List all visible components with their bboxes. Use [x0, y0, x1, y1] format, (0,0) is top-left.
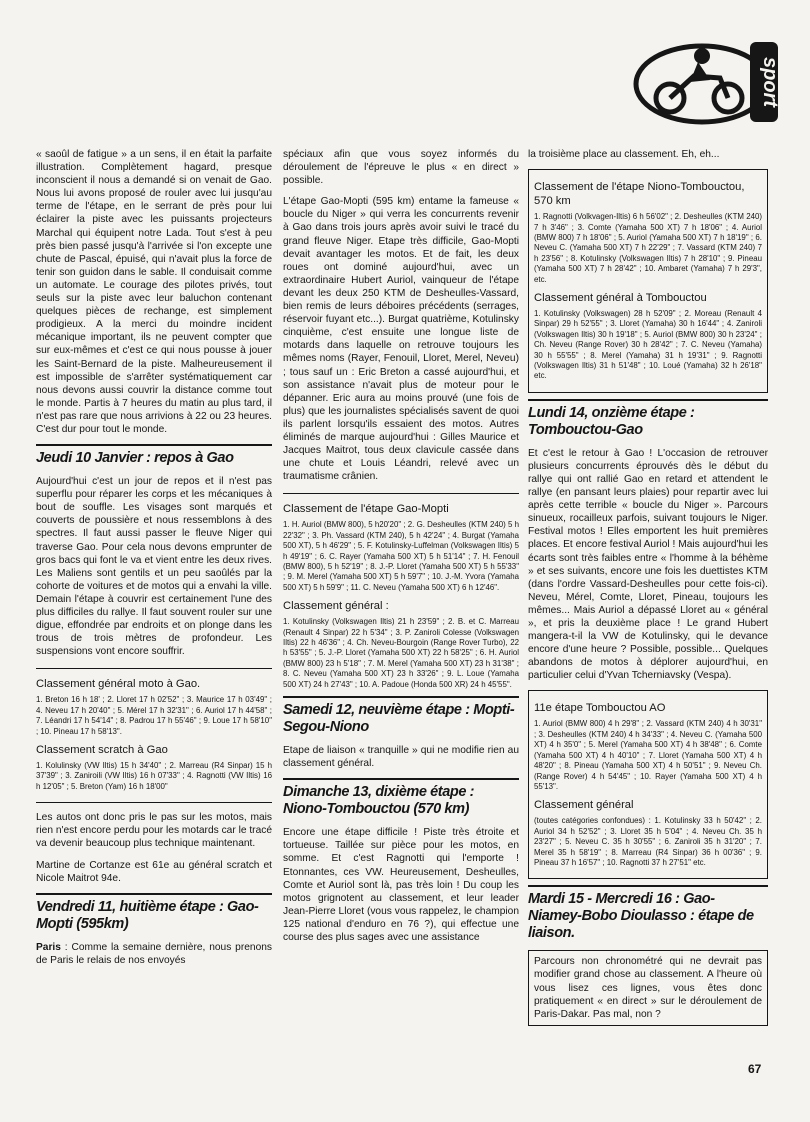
results-moto-title: Classement général moto à Gao. — [36, 678, 201, 691]
results-cg: (toutes catégories confondues) : 1. Kotulinsky 33 h 50'42" ; 2. Auriol 34 h 52'52" ; 3. Lloret 35 h 5'04" ; 4. Neveu Ch. 35 h 23'27" ; 5. Neveu C. 35 h 30'55" ; 6. Zaniroli 35 h 31'20" ; 7. Merel 35 h 58'19" ; 8. Marreau (R4 Sinpar) 36 h 00'36" ; 9. Pineau 37 h 16'57" ; 10. Ragnotti 37 h 27'51" etc. — [534, 816, 762, 867]
continuation-paragraph: spéciaux afin que vous soyez informés du déroulement de l'épreuve le plus « en direct » possible. — [283, 149, 519, 187]
heading-vendredi: Vendredi 11, huitième étape : Gao-Mopti (595km) — [36, 893, 272, 933]
results-scratch: 1. Kolulinsky (VW Iltis) 15 h 34'40" ; 2. Marreau (R4 Sinpar) 15 h 37'39" ; 3. Zaniroili (VW Iltis) 16 h 07'33" ; 4. Ragnotti (VW Iltis) 16 h 12'05" ; 5. Breton (Yam) 16 h 18'00" — [36, 761, 272, 791]
intro-paragraph: « saoûl de fatigue » a un sens, il en était la parfaite illustration. Complètement hagard, presque inconscient il nous a demandé si on venait de Gao. Nous lui avons proposé de rouler avec lui jusqu'au terme de l'étape, en le serrant de près pour lui éclairer la piste avec les puissants projecteurs Marchal qui équipent notre Lada. Tout s'est à peu près bien passé jusqu'à l'arrivée si l'on excepte une chute de Pascal, épuisé, qui n'avait plus la force de tenir son guidon dans le sable. Il conduisait comme un automate. Le courage des pilotes privés, tout seuls sur la piste avec leur baluchon contenant quelques pièces de rechange, est simplement prodigieux. A la merci du moindre incident mécanique important, ils ne peuvent compter que sur eux-mêmes et c'est ce qui nous pousse à jouer les Saint-Bernard de la piste. Malheureusement il est impossible de s'arrêter systématiquement car nous devons aussi couvrir la distance comme tout le monde. Partis à 7 heures du matin au plus tard, il n'est pas rare que nous arrivions à 22 ou 23 heures. C'est dur pour tout le monde. — [36, 149, 272, 435]
column-3 — [528, 148, 768, 1032]
results-etape: 1. H. Auriol (BMW 800), 5 h20'20" ; 2. G. Desheulles (KTM 240) 5 h 22'32" ; 3. Ph. Vassard (KTM 240), 5 h 42'24" ; 4. Burgat (Yamaha 500 XT), 5 h 46'29" ; 5. F. Kotulinsky-Luffelman (Volkswagen Iltis) 5 h 49'19" ; 6. C. Rayer (Yamaha 500 XT) 5 h 51'14" ; 7. H. Fenouil (BMW 800), 5 h 52'19" ; 8. J.-P. Lloret (Yamaha 500 XT) 5 h 55'33" ; 9. M. Merel (Yamaha 500 XT) 5 h 59'7" ; 10. J.-M. Yvora (Yamaha 500 XT) 5 h 59'9" ; 11. C. Neveu (Yamaha 500 XT) 6 h 12'46". — [283, 520, 519, 592]
column-2 — [283, 148, 519, 952]
mardi-box — [528, 950, 768, 1025]
divider — [283, 493, 519, 494]
results-box — [528, 169, 768, 393]
heading-dimanche: Dimanche 13, dixième étape : Niono-Tombouctou (570 km) — [283, 778, 519, 818]
divider — [36, 802, 272, 803]
gao-mopti-paragraph: L'étape Gao-Mopti (595 km) entame la fameuse « boucle du Niger » qui verra les concurrents revenir à Gao dans trois jours après avoir suivi le tracé du grand fleuve Niger. Etape très difficile, Gao-Mopti devait avantager les motos. Et de fait, les deux roues ont dominé aujourd'hui, avec un extraordinaire Hubert Auriol, vainqueur de l'étape devant les deux 250 KTM de Desheulles-Vassard, bien remis de leurs déboires précédents (serrages, réservoir fuyant etc...). Burgat quatrième, Kotulinsky cinquième, c'est ensuite une longue liste de motards dans laquelle on retrouve toujours les mêmes noms (Rayer, Fenouil, Lloret, Merel, Neveu) ; tous sauf un : Eric Breton a cassé aujourd'hui, et son assistance n'avait plus de moteur pour le dépanner. Eric aura au moins prouvé (une fois de plus) que les journalistes spécialisés savent de quoi ils parlent lorsqu'ils essaient des motos. Autres éliminés de marque aujourd'hui : Gilles Maurice et Jacques Maitrot, tous deux clavicule cassée dans une chute et Louis Léandri, relevé avec un traumatisme crânien. — [283, 196, 519, 483]
cortanze-paragraph: Martine de Cortanze est 61e au général scratch et Nicole Maitrot 94e. — [36, 859, 272, 884]
results-niono-title: Classement de l'étape Niono-Tombouctou, 570 km — [534, 181, 745, 208]
results-box — [528, 690, 768, 879]
logo-text: sport — [759, 57, 781, 107]
results-tombouctou-title: Classement général à Tombouctou — [534, 291, 707, 304]
continuation-paragraph: la troisième place au classement. Eh, eh... — [528, 149, 720, 160]
results-cg-title: Classement général — [534, 799, 634, 812]
vendredi-text: : Comme la semaine dernière, nous prenons de Paris le relais de nos envoyés — [36, 941, 272, 966]
heading-samedi: Samedi 12, neuvième étape : Mopti-Segou-Niono — [283, 696, 519, 736]
samedi-paragraph: Etape de liaison « tranquille » qui ne modifie rien au classement général. — [283, 745, 519, 770]
autos-paragraph: Les autos ont donc pris le pas sur les motos, mais rien n'est encore perdu pour les motards car le tracé va devenir beaucoup plus technique maintenant. — [36, 812, 272, 850]
page-number: 67 — [748, 1062, 762, 1076]
results-ao: 1. Auriol (BMW 800) 4 h 29'8" ; 2. Vassard (KTM 240) 4 h 30'31" ; 3. Desheulles (KTM 240) 4 h 34'33" ; 4. Neveu C. (Yamaha 500 XT) 4 h 35'0" ; 5. Merel (Yamaha 500 XT) 4 h 38'48" ; 6. Comte (Yamaha 500 XT) 4 h 40'10" ; 7. Lloret (Yamaha 500 XT) 4 h 48'20" ; 8. Pineau (Yamaha 500 XT) 4 h 50'51" ; 9. Neveu Ch. (Range Rover) 4 h 54'45" ; 10. Rayer (Yamaha 500 XT) 4 h 55'13". — [534, 719, 762, 791]
lundi-paragraph: Et c'est le retour à Gao ! L'occasion de retrouver plusieurs concurrents éprouvés dès le début du rallye qui ont rallié Gao en retard et attendent le rallye (en pansant leurs plaies) pour repartir avec lui après cette terrible « boucle du Niger ». Parcours sinueux, rocailleux parfois, suivant toujours le Niger. Festival motos ! Elles emportent les huit premières places. Et encore festival Auriol ! Mais aujourd'hui les écarts sont très faibles entre « l'homme à la béhème » et ses suivants, encore une fois les duettistes KTM (dans l'ordre Vassard-Desheulles pour cette fois-ci). Neveu, Mérel, Comte, Lloret, Pineau, toujours les mêmes... Mais Auriol a dépassé Lloret au « général », et pris la deuxième place ! Le grand Hubert mangera-t-il la VW de Kotulinsky, qui le devance encore d'une heure ? Possible, possible... Quelques abandons de motos à déplorer aujourd'hui, en particulier celui d'Yvan Tcherniavsky (Vespa). — [528, 447, 768, 682]
vendredi-paragraph — [36, 941, 272, 967]
heading-mardi: Mardi 15 - Mercredi 16 : Gao-Niamey-Bobo Dioulasso : étape de liaison. — [528, 885, 768, 942]
vendredi-lead: Paris — [36, 941, 61, 953]
results-moto: 1. Breton 16 h 18' ; 2. Lloret 17 h 02'52" ; 3. Maurice 17 h 03'49" ; 4. Neveu 17 h 20'40" ; 5. Mérel 17 h 32'31" ; 6. Auriol 17 h 44'58" ; 7. Léandri 17 h 54'14" ; 8. Padrou 17 h 55'46" ; 9. Loue 17 h 58'10" ; 10. Pineau 17 h 58'13". — [36, 695, 272, 736]
sport-logo — [632, 32, 782, 127]
results-tombouctou: 1. Kotulinsky (Volkswagen) 28 h 52'09" ; 2. Moreau (Renault 4 Sinpar) 29 h 52'55" ; 3. Lloret (Yamaha) 30 h 16'44" ; 4. Zaniroli (Volkswagen Iltis) 30 h 19'18" ; 5. Auriol (BMW 800) 30 h 23'24" ; Ch. Neveu (Range Rover) 30 h 28'42" ; 7. C. Neveu (Yamaha) 30 h 55'55" ; 8. Merel (Yamaha) 31 h 19'31" ; 9. Ragnotti (Volkswagen Iltis) 31 h 51'48" ; 10. Loué (Yamaha) 32 h 26'18" etc. — [534, 308, 762, 381]
jeudi-paragraph: Aujourd'hui c'est un jour de repos et il n'est pas superflu pour réparer les corps et les mécaniques à bout de souffle. Les visages sont marqués et couverts de poussière et nous ressemblons à des spectres. Il faut aussi passer le fleuve Niger qui traverse Gao. Pour cela nous devons emprunter de gros bacs qui font le va et vient entre les deux rives. Les Maliens sont gentils et un peu saoûlés par la cohorte de voitures et de motos qui a envahi la ville. Demain l'étape à couvrir est certainement l'une des plus difficiles du rallye. Il faut souvent rouler sur une digue, effondrée par endroits et on plonge dans les trous de trois mètres de profondeur. Les suspensions vont encore souffrir. — [36, 476, 272, 658]
results-etape-title: Classement de l'étape Gao-Mopti — [283, 503, 449, 516]
mardi-paragraph: Parcours non chronométré qui ne devrait pas modifier grand chose au classement. A l'heure où vous lisez ces lignes, vous êtes donc pratiquement « en direct » sur le déroulement de Paris-Dakar. Pas mal, non ? — [534, 956, 762, 1020]
column-1 — [36, 148, 272, 975]
dimanche-paragraph: Encore une étape difficile ! Piste très étroite et tortueuse. Taillée sur pièce pour les motos, en somme. Et c'est Ragnotti qui l'emporte ! Etonnantes, ces VW. Heureusement, Desheulles, Comte et Auriol sont là, pas très loin ! Du coup les motos grignotent au classement, et leur leader Jean-Pierre Lloret (vous vous rappelez, le champion 125 national d'enduro en 76 ?), qui effectue une course des plus sages avec une assistance — [283, 827, 519, 943]
results-scratch-title: Classement scratch à Gao — [36, 744, 168, 756]
results-general-title: Classement général : — [283, 600, 389, 613]
results-niono: 1. Ragnotti (Volkvagen-Iltis) 6 h 56'02" ; 2. Desheulles (KTM 240) 7 h 3'46" ; 3. Comte (Yamaha 500 XT) 7 h 18'06" ; 4. Auriol (BMW 800) 7 h 18'06" ; 5. Auriol (Yamaha 500 XT) 7 h 18'19" ; 6. Neveu C. (Yamaha 500 XT) 7 h 22'29" ; 7. Vassard (KTM 240) 7 h 23'56" ; 8. Kotulinsky (Volkswagen Iltis) 7 h 28'10" ; 9. Pineau (Yamaha 500 XT) 7 h 28'42" ; 10. Ambaret (Yamaha) 7 h 29'3", etc. — [534, 212, 762, 284]
heading-jeudi: Jeudi 10 Janvier : repos à Gao — [36, 444, 272, 467]
heading-lundi: Lundi 14, onzième étape : Tombouctou-Gao — [528, 399, 768, 439]
results-ao-title: 11e étape Tombouctou AO — [534, 702, 666, 715]
results-general: 1. Kotulinsky (Volkswagen Iltis) 21 h 23'59" ; 2. B. et C. Marreau (Renault 4 Sinpar) 22 h 5'34" ; 3. P. Zaniroli Colesse (Volkswagen Iltis) 22 h 46'36" ; 4. Ch. Neveu-Bourgoin (Range Rover Turbo), 22 h 53'55" ; 5. J.-P. Lloret (Yamaha 500 XT) 22 h 58'25" ; 6. H. Auriol (BMW 800) 23 h 5'18" ; 7. M. Merel (Yamaha 500 XT) 23 h 31'38" ; 8. C. Neveu (Yamaha 500 XT) 23 h 33'26" ; 9. L. Loue (Yamaha 500 XT) 24 h 27'43" ; 10. A. Padoue (Honda 500 XR) 24 h 45'55". — [283, 617, 519, 689]
divider — [36, 668, 272, 669]
